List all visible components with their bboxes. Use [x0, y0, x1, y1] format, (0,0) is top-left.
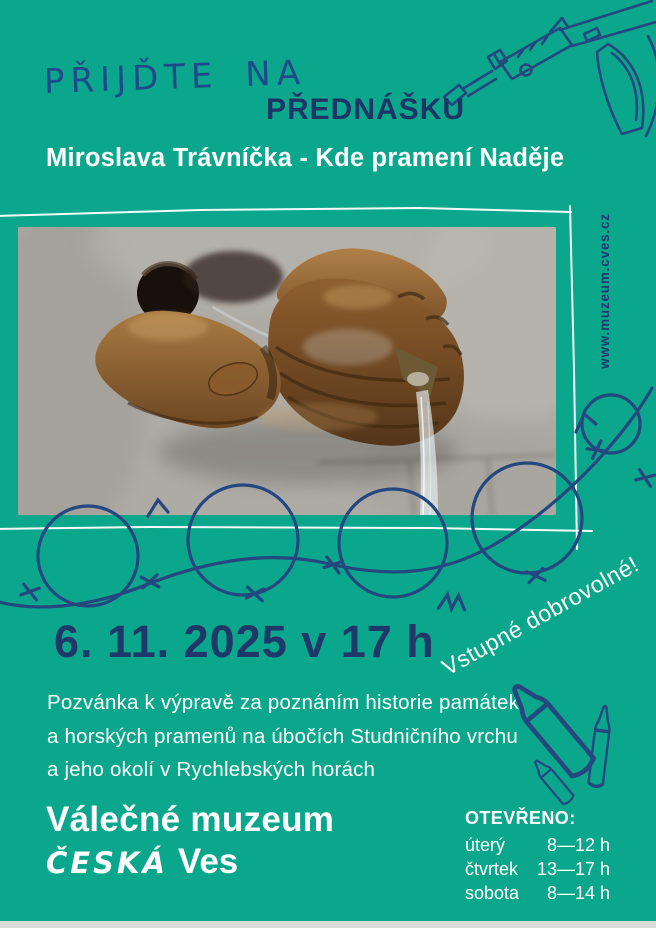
museum-website-url: www.muzeum.cves.cz — [597, 213, 612, 369]
opening-hours-title: OTEVŘENO: — [465, 808, 576, 828]
opening-separator: — — [557, 859, 575, 879]
museum-name-script: ČESKÁ — [46, 846, 168, 880]
museum-name-bold: Ves — [177, 842, 239, 881]
description-line-1: Pozvánka k výpravě za poznáním historie památek — [47, 691, 520, 714]
event-datetime: 6. 11. 2025 v 17 h — [54, 616, 435, 667]
opening-from: 8 — [546, 835, 557, 855]
opening-hours-row — [465, 833, 610, 857]
opening-hours-row — [465, 881, 610, 905]
poster-subtitle: Miroslava Trávníčka - Kde pramení Naděje — [46, 144, 565, 172]
museum-name-line1: Válečné muzeum — [46, 800, 335, 839]
opening-to: 17 h — [575, 859, 611, 879]
opening-separator: — — [557, 835, 575, 855]
opening-from: 8 — [546, 883, 557, 903]
opening-hours-row — [465, 857, 610, 881]
opening-to: 14 h — [575, 883, 611, 903]
description-line-3: a jeho okolí v Rychlebských horách — [47, 758, 376, 781]
museum-name-block — [46, 800, 334, 882]
opening-day: sobota — [465, 883, 520, 903]
opening-separator: — — [557, 883, 575, 903]
admission-note: Vstupné dobrovolné! — [437, 550, 643, 681]
poster-title-handwritten: PŘIJĎTE NA — [43, 52, 307, 102]
poster-title-bold: PŘEDNÁŠKU — [266, 93, 466, 126]
opening-from: 13 — [536, 859, 557, 879]
event-description — [47, 686, 519, 787]
museum-name-line2 — [46, 842, 334, 882]
opening-to: 12 h — [575, 835, 611, 855]
opening-day: čtvrtek — [465, 859, 519, 879]
bottom-edge-strip — [0, 921, 656, 928]
opening-hours-block — [465, 806, 610, 905]
fountain-hands-photo — [18, 227, 556, 515]
description-line-2: a horských pramenů na úbočích Studničního vrchu — [47, 724, 518, 748]
opening-day: úterý — [465, 835, 506, 855]
